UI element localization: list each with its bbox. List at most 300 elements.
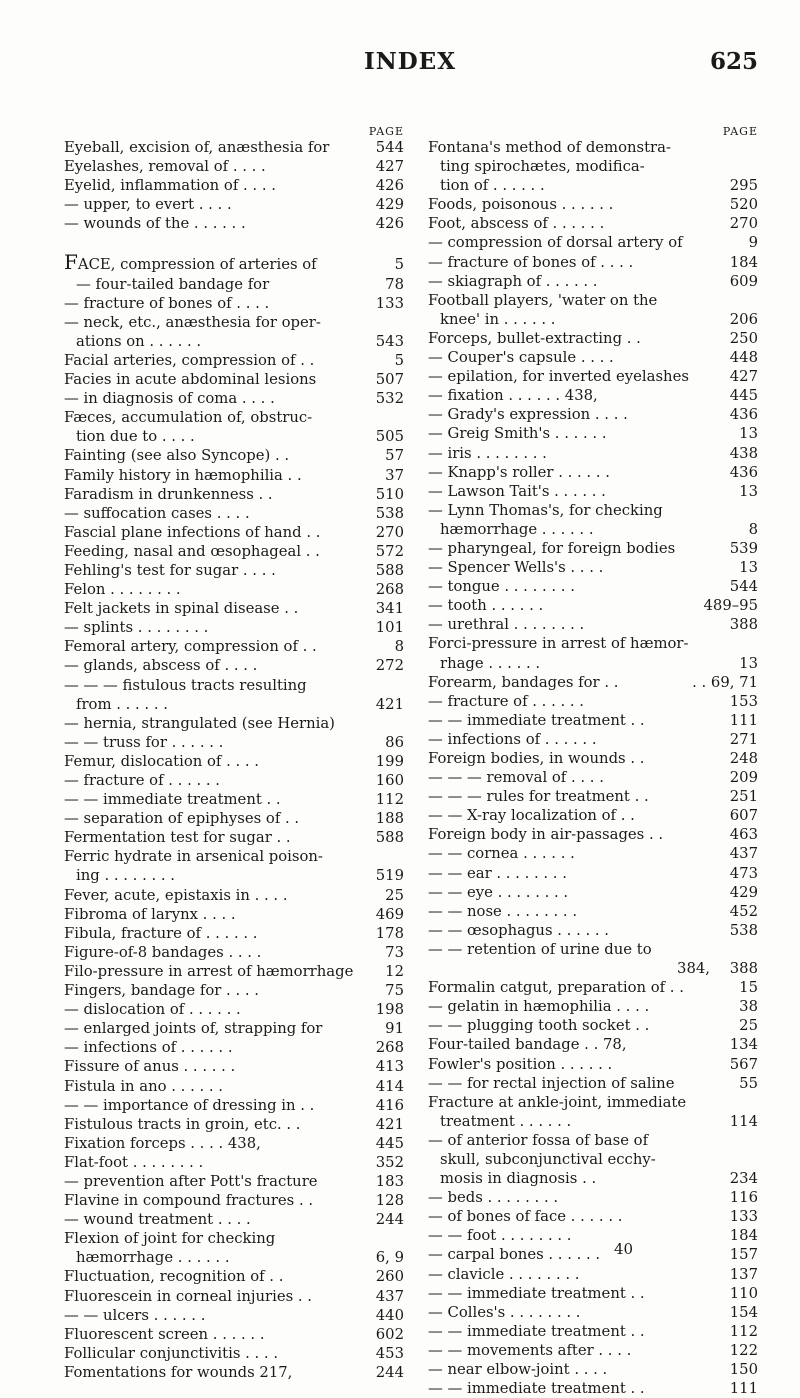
entry-text: — — immediate treatment . . xyxy=(428,711,645,729)
index-entry xyxy=(64,790,404,809)
index-entry xyxy=(428,615,758,634)
entry-page: 473 xyxy=(729,864,758,882)
entry-text: — — ear . . . . . . . . xyxy=(428,864,567,882)
entry-text: Fluorescein in corneal injuries . . xyxy=(64,1287,312,1305)
index-entry xyxy=(64,1287,404,1306)
index-entry xyxy=(64,1210,404,1229)
index-entry xyxy=(428,558,758,577)
index-entry xyxy=(64,637,404,656)
entry-text: skull, subconjunctival ecchy- xyxy=(440,1150,656,1168)
index-entry xyxy=(64,252,404,274)
entry-text: Fontana's method of demonstra- xyxy=(428,139,671,156)
entry-text: — carpal bones . . . . . . xyxy=(428,1246,601,1264)
entry-text: — — importance of dressing in . . xyxy=(64,1096,315,1114)
index-entry xyxy=(428,1226,758,1245)
entry-text: Foreign bodies, in wounds . . xyxy=(428,750,645,767)
entry-text: — fracture of . . . . . . xyxy=(428,692,584,710)
entry-page: 507 xyxy=(375,371,404,389)
entry-page: 184 xyxy=(729,1227,758,1245)
index-entry xyxy=(64,313,404,332)
index-entry xyxy=(64,1229,404,1248)
entry-text: — hernia, strangulated (see Hernia) xyxy=(64,714,335,732)
index-entry xyxy=(64,1306,404,1325)
index-entry xyxy=(64,886,404,905)
entry-page: 388 xyxy=(729,960,758,978)
index-entry xyxy=(64,195,404,214)
entry-page: 234 xyxy=(729,1170,758,1188)
index-entry xyxy=(64,866,404,885)
entry-text: Fomentations for wounds 217, xyxy=(64,1363,293,1381)
entry-text: — pharyngeal, for foreign bodies xyxy=(428,539,676,557)
entry-text: — — — removal of . . . . xyxy=(428,769,604,787)
entry-page: 440 xyxy=(375,1306,404,1324)
index-entry xyxy=(428,539,758,558)
entry-text: Felt jackets in spinal disease . . xyxy=(64,600,299,618)
entry-text: FACE, compression of arteries of xyxy=(64,250,317,275)
entry-text: — Grady's expression . . . . xyxy=(428,406,628,424)
entry-text: — — nose . . . . . . . . xyxy=(428,902,578,920)
entry-page: 6, 9 xyxy=(375,1249,404,1267)
entry-text: Forearm, bandages for . . xyxy=(428,673,619,691)
index-entry xyxy=(64,176,404,195)
entry-page: 150 xyxy=(729,1361,758,1378)
page-column-label: PAGE xyxy=(368,125,404,138)
entry-page: 198 xyxy=(375,1001,404,1019)
index-entry xyxy=(428,921,758,940)
entry-text: hæmorrhage . . . . . . xyxy=(440,520,594,538)
entry-text: Forci-pressure in arrest of hæmor- xyxy=(428,635,689,653)
entry-page: 111 xyxy=(729,711,758,729)
index-entry xyxy=(428,1303,758,1322)
entry-page: 133 xyxy=(729,1208,758,1226)
entry-page: 268 xyxy=(375,1039,404,1057)
entry-page: 421 xyxy=(375,1115,404,1133)
entry-text: — skiagraph of . . . . . . xyxy=(428,272,598,290)
index-entry xyxy=(428,1188,758,1207)
entry-page: 122 xyxy=(729,1341,758,1359)
entry-text: — prevention after Pott's fracture xyxy=(64,1172,318,1190)
index-entry xyxy=(64,1057,404,1076)
index-entry xyxy=(64,1191,404,1210)
entry-page: 426 xyxy=(375,177,404,195)
entry-text: — infections of . . . . . . xyxy=(64,1039,233,1057)
entry-text: — fracture of bones of . . . . xyxy=(428,253,634,271)
index-entry xyxy=(428,577,758,596)
entry-page: 260 xyxy=(375,1268,404,1286)
entry-page: 91 xyxy=(385,1020,404,1038)
entry-page: 12 xyxy=(385,962,404,980)
index-entry xyxy=(64,351,404,370)
index-entry xyxy=(64,1134,404,1153)
entry-page: 453 xyxy=(375,1344,404,1362)
entry-page: 489–95 xyxy=(703,597,758,615)
entry-page: 137 xyxy=(729,1265,758,1283)
entry-page: 272 xyxy=(375,657,404,675)
index-entry xyxy=(64,294,404,313)
index-column-right xyxy=(428,125,758,1398)
entry-page: 248 xyxy=(729,750,758,767)
entry-text: — gelatin in hæmophilia . . . . xyxy=(428,998,650,1016)
index-entry xyxy=(64,656,404,675)
entry-page: 244 xyxy=(375,1211,404,1229)
entry-page: 510 xyxy=(375,485,404,503)
index-entry xyxy=(64,523,404,542)
entry-text: — — — fistulous tracts resulting xyxy=(64,676,307,694)
index-entry xyxy=(428,654,758,673)
entry-page: 463 xyxy=(729,826,758,844)
entry-text: — Knapp's roller . . . . . . xyxy=(428,463,610,481)
entry-text: Forceps, bullet-extracting . . xyxy=(428,329,641,347)
entry-page: 55 xyxy=(739,1074,758,1092)
entry-page: 271 xyxy=(729,730,758,748)
entry-text: — wound treatment . . . . xyxy=(64,1211,251,1229)
index-entry xyxy=(64,370,404,389)
index-entry xyxy=(428,1169,758,1188)
entry-text: — Lawson Tait's . . . . . . xyxy=(428,482,606,500)
index-entry xyxy=(428,940,758,959)
entry-page: 352 xyxy=(375,1153,404,1171)
index-entry xyxy=(428,1093,758,1112)
entry-page: 251 xyxy=(729,788,758,806)
entry-text: Fibroma of larynx . . . . xyxy=(64,905,236,923)
entry-page: 86 xyxy=(385,733,404,751)
index-entry xyxy=(64,1344,404,1363)
entry-text: Fascial plane infections of hand . . xyxy=(64,523,321,541)
entry-text: Fainting (see also Syncope) . . xyxy=(64,447,290,465)
entry-text: — four-tailed bandage for xyxy=(76,275,270,293)
entry-text: ing . . . . . . . . xyxy=(76,867,175,885)
index-entry xyxy=(428,310,758,329)
entry-page: 37 xyxy=(385,466,404,484)
entry-page: 8 xyxy=(748,520,758,538)
entry-page: 5 xyxy=(394,256,404,274)
index-entry xyxy=(428,444,758,463)
index-entry xyxy=(428,1360,758,1379)
index-entry xyxy=(64,599,404,618)
entry-page: 438 xyxy=(729,444,758,462)
entry-text: Eyelashes, removal of . . . . xyxy=(64,158,266,176)
entry-text: — near elbow-joint . . . . xyxy=(428,1361,608,1378)
entry-page: 469 xyxy=(375,905,404,923)
entry-text: — separation of epiphyses of . . xyxy=(64,810,300,828)
entry-page: 544 xyxy=(729,578,758,596)
entry-text: — Lynn Thomas's, for checking xyxy=(428,501,663,519)
index-entry xyxy=(428,711,758,730)
entry-text: — — retention of urine due to xyxy=(428,940,652,958)
running-header xyxy=(62,48,758,78)
entry-text: — fixation . . . . . . 438, xyxy=(428,387,598,405)
index-entry xyxy=(428,405,758,424)
entry-page: 25 xyxy=(385,886,404,904)
entry-text: Fistulous tracts in groin, etc. . . xyxy=(64,1115,301,1133)
entry-text: 384, xyxy=(677,960,710,978)
entry-text: — — plugging tooth socket . . xyxy=(428,1017,650,1035)
entry-text: Flexion of joint for checking xyxy=(64,1230,276,1248)
entry-text: rhage . . . . . . xyxy=(440,654,541,672)
index-entry xyxy=(428,692,758,711)
entry-text: Football players, 'water on the xyxy=(428,291,658,309)
initial-letter: F xyxy=(64,250,78,275)
index-entry xyxy=(428,1207,758,1226)
entry-text: — — immediate treatment . . xyxy=(428,1322,645,1340)
entry-text: Femoral artery, compression of . . xyxy=(64,638,317,656)
entry-page: 427 xyxy=(375,158,404,176)
entry-page: 78 xyxy=(385,275,404,293)
index-entry xyxy=(64,1096,404,1115)
index-entry xyxy=(428,1112,758,1131)
index-entry xyxy=(428,329,758,348)
index-entry xyxy=(428,386,758,405)
entry-text: treatment . . . . . . xyxy=(440,1112,572,1130)
index-entry xyxy=(428,253,758,272)
index-entry xyxy=(64,676,404,695)
index-entry xyxy=(64,408,404,427)
index-entry xyxy=(64,427,404,446)
entry-page: 607 xyxy=(729,807,758,825)
entry-text: — iris . . . . . . . . xyxy=(428,444,547,462)
index-entry xyxy=(64,561,404,580)
entry-text: — — foot . . . . . . . . xyxy=(428,1227,572,1245)
entry-page: 199 xyxy=(375,752,404,770)
index-entry xyxy=(64,1077,404,1096)
entry-text: — — — rules for treatment . . xyxy=(428,788,649,806)
entry-text: Facies in acute abdominal lesions xyxy=(64,371,317,389)
entry-text: knee' in . . . . . . xyxy=(440,310,556,328)
entry-page: 13 xyxy=(739,482,758,500)
entry-page: 250 xyxy=(729,329,758,347)
index-column-left xyxy=(64,125,404,1382)
entry-page: 567 xyxy=(729,1055,758,1073)
entry-page: 448 xyxy=(729,349,758,367)
entry-text: Fluctuation, recognition of . . xyxy=(64,1268,284,1286)
signature-mark: 40 xyxy=(614,1240,634,1258)
index-entry xyxy=(64,905,404,924)
index-entry xyxy=(64,809,404,828)
entry-page: 543 xyxy=(375,332,404,350)
entry-text: Flat-foot . . . . . . . . xyxy=(64,1153,204,1171)
index-entry xyxy=(64,1019,404,1038)
entry-text: — wounds of the . . . . . . xyxy=(64,215,246,233)
entry-page: 153 xyxy=(729,692,758,710)
index-entry xyxy=(64,733,404,752)
entry-text: Family history in hæmophilia . . xyxy=(64,466,302,484)
entry-page: 413 xyxy=(375,1058,404,1076)
entry-text: from . . . . . . xyxy=(76,695,168,713)
index-entry xyxy=(428,176,758,195)
index-entry xyxy=(64,157,404,176)
index-entry xyxy=(64,618,404,637)
entry-text: Fluorescent screen . . . . . . xyxy=(64,1325,265,1343)
index-entry xyxy=(64,1267,404,1286)
entry-page: 160 xyxy=(375,772,404,789)
index-entry xyxy=(428,883,758,902)
entry-page: 184 xyxy=(729,253,758,271)
index-entry xyxy=(64,275,404,294)
entry-page: 437 xyxy=(375,1287,404,1305)
entry-text: Filo-pressure in arrest of hæmorrhage xyxy=(64,962,354,980)
index-entry xyxy=(428,864,758,883)
entry-page: 268 xyxy=(375,581,404,599)
entry-text: — — immediate treatment . . xyxy=(428,1380,645,1398)
entry-page: 416 xyxy=(375,1096,404,1114)
index-entry xyxy=(64,847,404,866)
entry-text: Four-tailed bandage . . 78, xyxy=(428,1036,627,1054)
index-entry xyxy=(428,1322,758,1341)
entry-text: — tongue . . . . . . . . xyxy=(428,578,575,596)
index-entry xyxy=(428,1016,758,1035)
index-entry xyxy=(64,1038,404,1057)
entry-text: Fehling's test for sugar . . . . xyxy=(64,561,276,579)
index-entry xyxy=(428,272,758,291)
entry-text: — — cornea . . . . . . xyxy=(428,845,575,863)
entry-page: 9 xyxy=(748,234,758,252)
entry-page: 436 xyxy=(729,406,758,424)
entry-page: 73 xyxy=(385,943,404,961)
entry-text: — compression of dorsal artery of xyxy=(428,234,683,252)
index-entry xyxy=(428,214,758,233)
index-entry xyxy=(64,466,404,485)
entry-page: 295 xyxy=(729,177,758,195)
entry-page: 154 xyxy=(729,1303,758,1321)
index-entry xyxy=(428,1150,758,1169)
index-entry xyxy=(428,138,758,157)
index-entry xyxy=(64,485,404,504)
entry-text: — — immediate treatment . . xyxy=(428,1284,645,1302)
entry-text: Foods, poisonous . . . . . . xyxy=(428,196,614,214)
entry-page: 429 xyxy=(375,196,404,214)
index-entry xyxy=(428,291,758,310)
index-entry xyxy=(64,504,404,523)
index-entry xyxy=(428,787,758,806)
index-entry xyxy=(64,1248,404,1267)
entry-text: Felon . . . . . . . . xyxy=(64,581,181,599)
entry-text: Faradism in drunkenness . . xyxy=(64,485,273,503)
entry-page: 15 xyxy=(739,979,758,997)
entry-text: — enlarged joints of, strapping for xyxy=(64,1020,323,1038)
index-entry xyxy=(428,1074,758,1093)
entry-text: — fracture of . . . . . . xyxy=(64,772,220,789)
entry-text: — — immediate treatment . . xyxy=(64,791,281,809)
entry-page: 426 xyxy=(375,215,404,233)
index-entry xyxy=(428,768,758,787)
entry-page: 75 xyxy=(385,982,404,1000)
entry-text: Fissure of anus . . . . . . xyxy=(64,1058,236,1076)
entry-page: 128 xyxy=(375,1192,404,1210)
index-entry xyxy=(64,695,404,714)
index-entry xyxy=(428,634,758,653)
index-entry xyxy=(64,542,404,561)
entry-text: — — X-ray localization of . . xyxy=(428,807,635,825)
entry-text: ations on . . . . . . xyxy=(76,332,202,350)
entry-page: 206 xyxy=(729,310,758,328)
index-entry xyxy=(428,1245,758,1264)
entry-page: 244 xyxy=(375,1363,404,1381)
index-entry xyxy=(428,1379,758,1398)
index-entry xyxy=(64,1153,404,1172)
index-entry xyxy=(64,771,404,790)
entry-page: 538 xyxy=(729,921,758,939)
entry-page: 112 xyxy=(375,791,404,809)
entry-page: 427 xyxy=(729,368,758,386)
index-entry xyxy=(64,752,404,771)
index-entry xyxy=(428,1284,758,1303)
entry-text: — Spencer Wells's . . . . xyxy=(428,559,604,577)
entry-text: Formalin catgut, preparation of . . xyxy=(428,979,684,997)
index-entry xyxy=(428,424,758,443)
index-entry xyxy=(428,195,758,214)
entry-text: Fæces, accumulation of, obstruc- xyxy=(64,409,313,427)
index-entry xyxy=(64,981,404,1000)
entry-text: — — for rectal injection of saline xyxy=(428,1074,675,1092)
entry-page: 436 xyxy=(729,463,758,481)
entry-page: 532 xyxy=(375,390,404,408)
entry-text: tion of . . . . . . xyxy=(440,177,545,195)
entry-text: Eyeball, excision of, anæsthesia for xyxy=(64,139,330,156)
entry-text: Figure-of-8 bandages . . . . xyxy=(64,943,262,961)
index-entry xyxy=(428,902,758,921)
entry-page: 183 xyxy=(375,1172,404,1190)
index-entry xyxy=(64,1115,404,1134)
index-entry xyxy=(428,482,758,501)
index-entry xyxy=(64,714,404,733)
index-entry xyxy=(428,520,758,539)
entry-text: Femur, dislocation of . . . . xyxy=(64,752,260,770)
entry-page: 437 xyxy=(729,845,758,863)
entry-page: 178 xyxy=(375,924,404,942)
entry-text: — of anterior fossa of base of xyxy=(428,1131,649,1149)
entry-page: 134 xyxy=(729,1036,758,1054)
entry-text: — Greig Smith's . . . . . . xyxy=(428,425,607,443)
index-entry xyxy=(64,389,404,408)
entry-text: Ferric hydrate in arsenical poison- xyxy=(64,848,323,866)
entry-text: Fibula, fracture of . . . . . . xyxy=(64,924,258,942)
entry-page: . . 69, 71 xyxy=(692,673,758,691)
entry-text: — Couper's capsule . . . . xyxy=(428,349,614,367)
entry-text: — glands, abscess of . . . . xyxy=(64,657,258,675)
index-entry xyxy=(64,332,404,351)
entry-text: — beds . . . . . . . . xyxy=(428,1189,559,1207)
entry-text: Flavine in compound fractures . . xyxy=(64,1192,314,1210)
index-entry xyxy=(428,157,758,176)
entry-text: Follicular conjunctivitis . . . . xyxy=(64,1344,279,1362)
entry-page: 209 xyxy=(729,769,758,787)
index-entry xyxy=(428,673,758,692)
entry-text: — — eye . . . . . . . . xyxy=(428,883,569,901)
index-entry xyxy=(64,962,404,981)
index-entry xyxy=(428,367,758,386)
entry-text: — epilation, for inverted eyelashes xyxy=(428,368,689,386)
index-entry xyxy=(428,1131,758,1150)
index-entry xyxy=(428,959,758,978)
index-entry xyxy=(428,348,758,367)
entry-text: — — truss for . . . . . . xyxy=(64,733,224,751)
page-number: 625 xyxy=(709,48,758,75)
entry-page: 421 xyxy=(375,695,404,713)
entry-page: 429 xyxy=(729,883,758,901)
entry-page: 114 xyxy=(729,1112,758,1130)
entry-page: 572 xyxy=(375,542,404,560)
index-entry xyxy=(428,501,758,520)
entry-page: 445 xyxy=(729,387,758,405)
index-entry xyxy=(64,138,404,157)
entry-page: 188 xyxy=(375,810,404,828)
entry-page: 116 xyxy=(729,1189,758,1207)
index-entry xyxy=(428,978,758,997)
index-entry xyxy=(428,1055,758,1074)
entry-text: — — movements after . . . . xyxy=(428,1341,632,1359)
index-entry xyxy=(64,580,404,599)
index-entry xyxy=(428,1341,758,1360)
